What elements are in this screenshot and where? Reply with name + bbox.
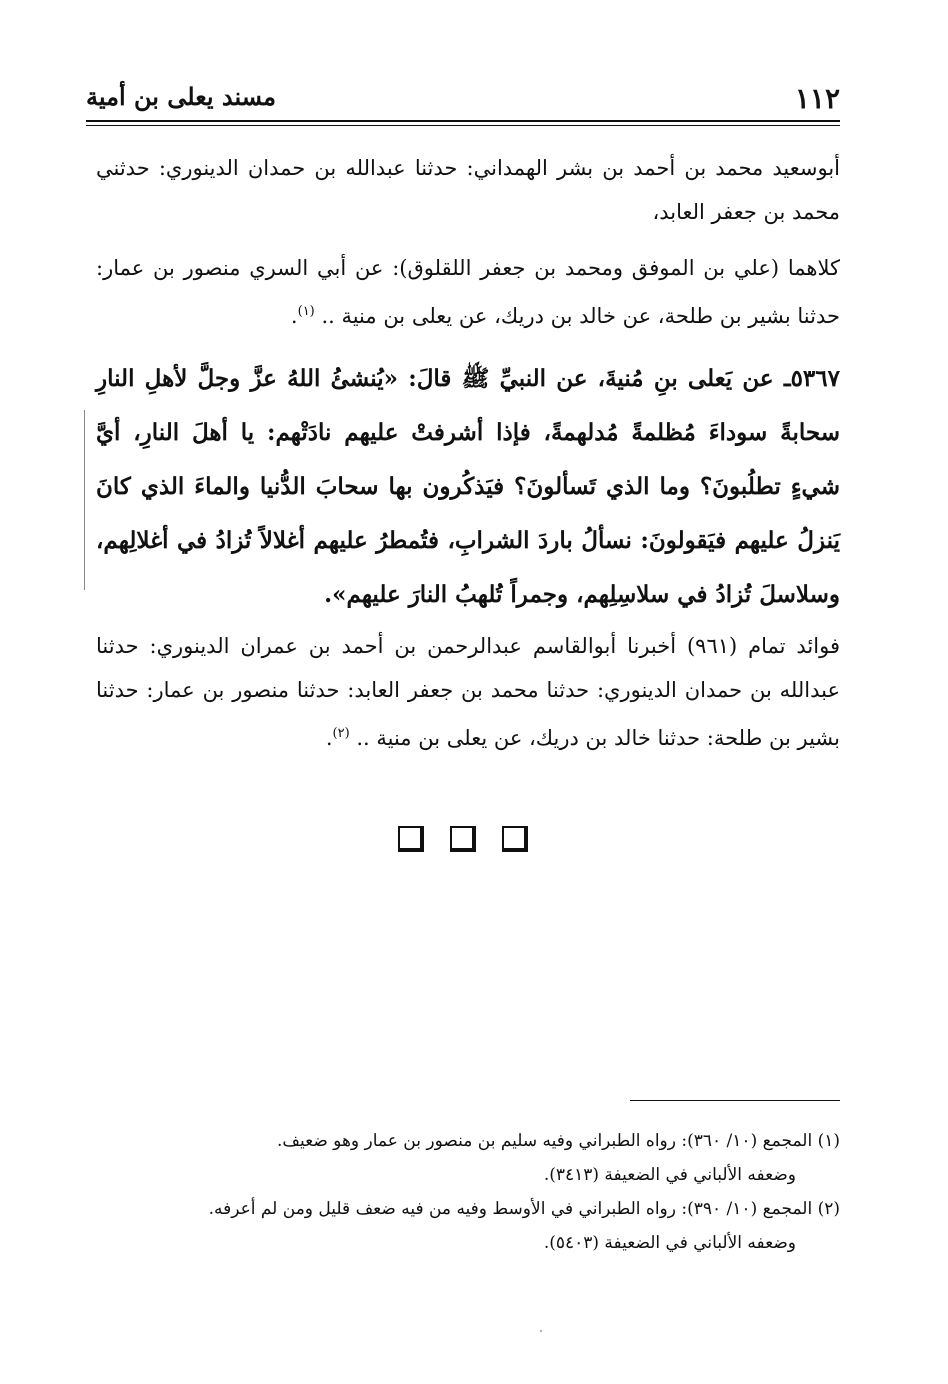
hadith-text: ٥٣٦٧ـ عن يَعلى بنِ مُنيةَ، عن النبيِّ ﷺ قالَ: «يُنشئُ اللهُ عزَّ وجلَّ لأهلِ النارِ سحابةً سوداءَ مُظلمةً مُدلهمةً، فإذا أشرفتْ عليهم نادَتْهم: يا أهلَ النارِ، أيَّ شيءٍ تطلُبونَ؟ وما الذي تَسألونَ؟ فيَذكُرون بها سحابَ الدُّنيا والماءَ الذي كانَ يَنزلُ عليهم فيَقولونَ: نسألُ باردَ الشرابِ، فتُمطرُ عليهم أغلالاً تُزادُ في أغلالِهم، وسلاسلَ تُزادُ في سلاسِلِهم، وجمراً تُلهبُ النارَ عليهم». [96, 365, 840, 608]
paragraph-takhrij-text: فوائد تمام (٩٦١) أخبرنا أبوالقاسم عبدالرحمن بن أحمد بن عمران الدينوري: حدثنا عبدالله بن حمدان الدينوري: حدثنا محمد بن جعفر العابد: حدثنا منصور بن عمار: حدثنا بشير بن طلحة: حدثنا خالد بن دريك، عن يعلى بن منية .. [96, 634, 840, 750]
separator-box-icon [502, 826, 528, 852]
section-separator [398, 826, 528, 858]
margin-bar [84, 410, 85, 590]
footnote-ref-2: (٢) [332, 726, 350, 741]
paragraph-isnad-2-text: كلاهما (علي بن الموفق ومحمد بن جعفر اللقلوق): عن أبي السري منصور بن عمار: حدثنا بشير بن طلحة، عن خالد بن دريك، عن يعلى بن منية .. [96, 256, 840, 328]
footnote-1-line-1: (١) المجمع (١٠/ ٣٦٠): رواه الطبراني وفيه سليم بن منصور بن عمار وهو ضعيف. [277, 1131, 840, 1151]
paragraph-isnad-2-end: . [290, 304, 298, 328]
footnotes [96, 1124, 840, 1260]
header-rule [86, 120, 840, 122]
footnote-1-line-2: وضعفه الألباني في الضعيفة (٣٤١٣). [543, 1165, 796, 1185]
footnote-2-line-2: وضعفه الألباني في الضعيفة (٥٤٠٣). [543, 1233, 796, 1253]
paragraph-takhrij-end: . [325, 726, 333, 750]
separator-box-icon [450, 826, 476, 852]
paragraph-isnad-2 [96, 246, 840, 338]
paragraph-isnad-1: أبوسعيد محمد بن أحمد بن بشر الهمداني: حدثنا عبدالله بن حمدان الدينوري: حدثني محمد بن جعفر العابد، [96, 156, 840, 224]
paragraph-takhrij [96, 624, 840, 760]
page-number: ١١٢ [794, 82, 840, 115]
header-rule-thin [86, 125, 840, 126]
footnote-2-line-1: (٢) المجمع (١٠/ ٣٩٠): رواه الطبراني في الأوسط وفيه من فيه ضعف قليل ومن لم أعرفه. [208, 1199, 840, 1219]
separator-box-icon [398, 826, 424, 852]
footnote-rule [630, 1100, 840, 1101]
book-title: مسند يعلى بن أمية [86, 82, 276, 111]
running-header [86, 78, 840, 118]
scan-speck [540, 1330, 542, 1332]
footnote-ref-1: (١) [297, 304, 315, 319]
